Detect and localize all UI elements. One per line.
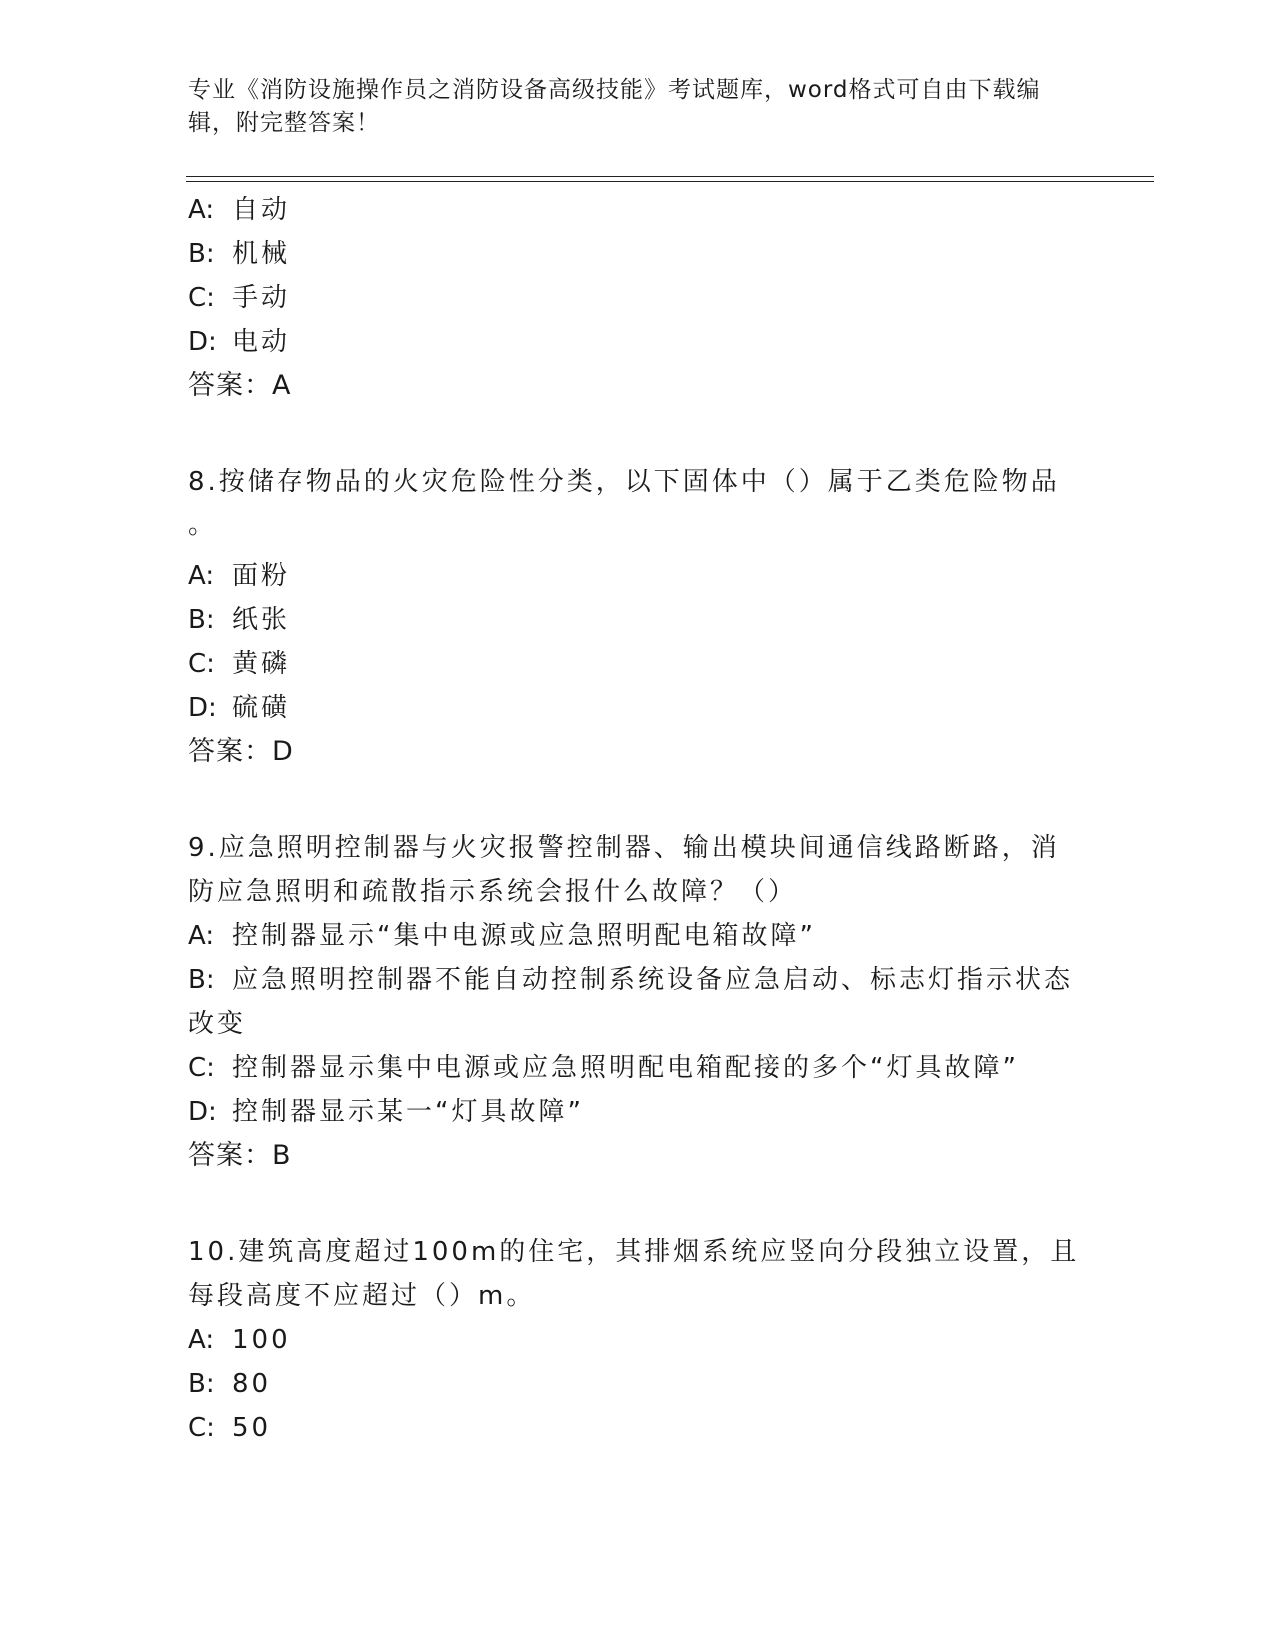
option-prefix: C: [188,1053,215,1083]
q8-option-b [188,604,290,636]
option-text: 面粉 [232,561,291,591]
q7-option-a [188,194,290,226]
option-text: 控制器显示集中电源或应急照明配电箱配接的多个“灯具故障” [232,1053,1019,1083]
option-prefix: D: [188,1097,217,1127]
option-text: 改变 [188,1009,247,1039]
option-prefix: C: [188,1413,215,1443]
q9-answer: 答案：B [188,1140,292,1171]
option-text: 100 [232,1325,291,1355]
q8-answer: 答案：D [188,736,294,767]
option-prefix: B: [188,239,215,269]
option-prefix: D: [188,693,217,723]
option-text: 手动 [232,283,291,313]
q9-option-b [188,964,1073,996]
option-prefix: A: [188,921,215,951]
q10-option-c [188,1412,271,1444]
option-prefix: A: [188,1325,215,1355]
q9-stem-line2: 防应急照明和疏散指示系统会报什么故障？（） [188,877,798,907]
q10-stem-line2: 每段高度不应超过（）m。 [188,1281,536,1311]
document-header [188,74,1068,140]
option-text: 电动 [232,327,291,357]
q8-stem-line2: 。 [188,510,218,540]
option-prefix: C: [188,283,215,313]
q8-option-a [188,560,290,592]
q7-option-c [188,282,290,314]
option-prefix: B: [188,605,215,635]
option-text: 应急照明控制器不能自动控制系统设备应急启动、标志灯指示状态 [232,965,1074,995]
q9-option-b-continued [188,1008,246,1040]
header-rule-bottom [186,181,1154,182]
header-rule-top [186,176,1154,177]
q9-option-d [188,1096,584,1128]
option-text: 控制器显示某一“灯具故障” [232,1097,584,1127]
q10-option-a [188,1324,291,1356]
option-prefix: B: [188,1369,215,1399]
q7-answer: 答案：A [188,370,292,401]
option-prefix: C: [188,649,215,679]
option-prefix: D: [188,327,217,357]
option-text: 黄磷 [232,649,291,679]
q9-option-a [188,920,816,952]
option-text: 80 [232,1369,272,1399]
option-prefix: A: [188,561,215,591]
q8-option-d [188,692,290,724]
option-prefix: A: [188,195,215,225]
option-text: 50 [232,1413,272,1443]
q10-stem-line1: 10.建筑高度超过100m的住宅，其排烟系统应竖向分段独立设置，且 [188,1237,1080,1267]
q10-option-b [188,1368,271,1400]
q7-option-b [188,238,290,270]
option-text: 自动 [232,195,291,225]
header-text: 专业《消防设施操作员之消防设备高级技能》考试题库，word格式可自由下载编辑，附完整答案！ [188,77,1041,136]
option-text: 机械 [232,239,291,269]
q8-stem-line1: 8.按储存物品的火灾危险性分类，以下固体中（）属于乙类危险物品 [188,467,1060,497]
option-text: 控制器显示“集中电源或应急照明配电箱故障” [232,921,816,951]
option-prefix: B: [188,965,215,995]
q8-option-c [188,648,290,680]
q9-stem-line1: 9.应急照明控制器与火灾报警控制器、输出模块间通信线路断路，消 [188,833,1060,863]
q7-option-d [188,326,290,358]
q9-option-c [188,1052,1019,1084]
option-text: 纸张 [232,605,291,635]
option-text: 硫磺 [232,693,291,723]
